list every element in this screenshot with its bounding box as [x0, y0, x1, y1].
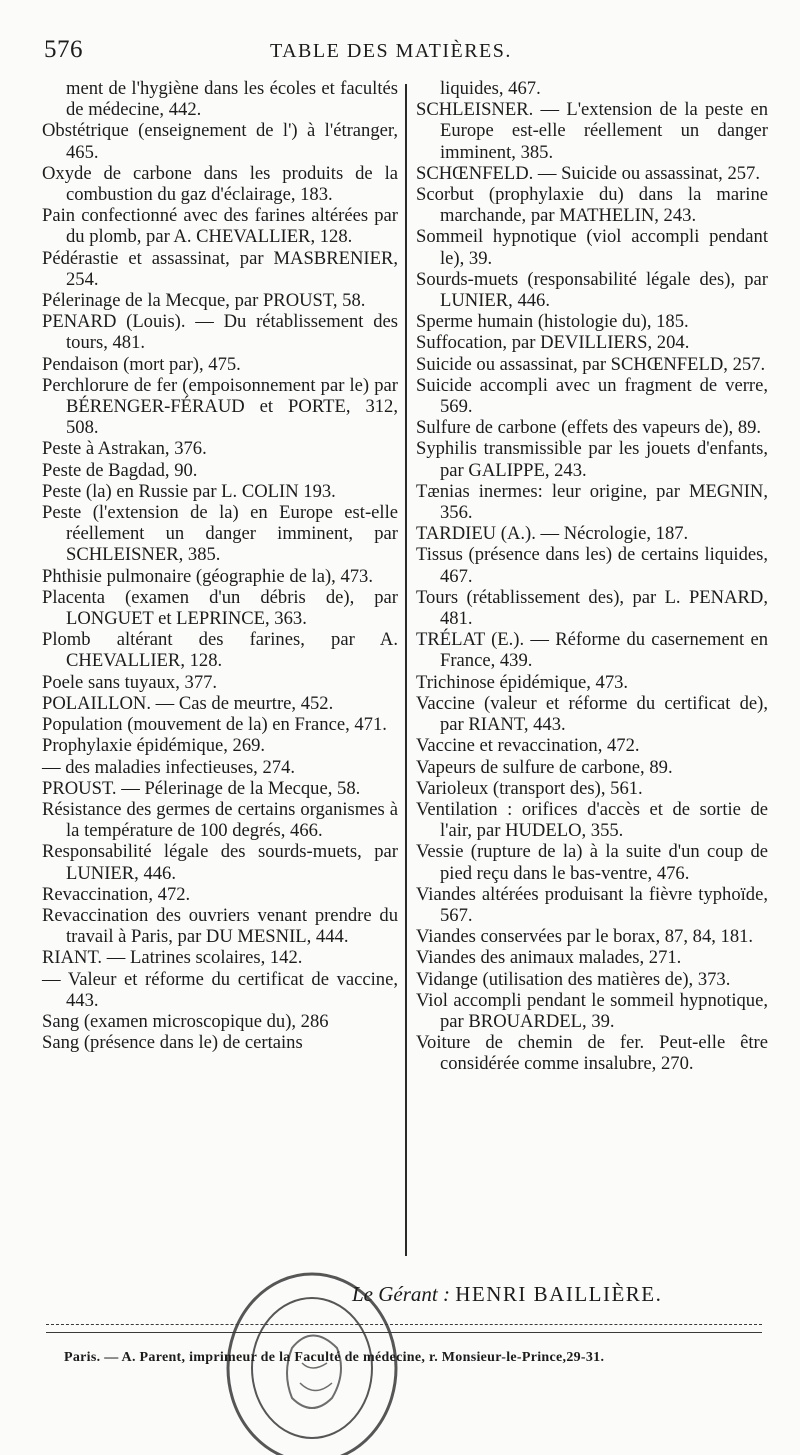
index-entry: Peste (la) en Russie par L. COLIN 193. [42, 480, 336, 502]
index-entry: Sommeil hypnotique (viol accompli pendant le), 39. [416, 226, 768, 269]
index-entry: Ventilation : orifices d'accès et de sortie de l'air, par HUDELO, 355. [416, 798, 768, 842]
index-column-left [42, 78, 398, 1053]
index-entry: Sperme humain (histologie du), 185. [416, 311, 689, 333]
index-entry: Pélerinage de la Mecque, par PROUST, 58. [42, 290, 366, 312]
index-entry: — des maladies infectieuses, 274. [42, 756, 296, 778]
page-title: TABLE DES MATIÈRES. [270, 40, 512, 62]
index-entry: Vidange (utilisation des matières de), 373. [416, 968, 731, 990]
index-entry: Trichinose épidémique, 473. [416, 671, 629, 693]
index-entry: Suicide accompli avec un fragment de verre, 569. [416, 374, 768, 418]
index-entry: TARDIEU (A.). — Nécrologie, 187. [416, 523, 689, 545]
index-entry: Varioleux (transport des), 561. [416, 777, 643, 799]
index-entry: Plomb altérant des farines, par A. CHEVALLIER, 128. [42, 629, 398, 672]
page-number: 576 [44, 36, 83, 63]
index-entry: Obstétrique (enseignement de l') à l'étranger, 465. [42, 120, 398, 163]
index-entry: Prophylaxie épidémique, 269. [42, 735, 266, 757]
index-entry: Peste (l'extension de la) en Europe est-elle réellement un danger imminent, par SCHLEISNER, 385. [42, 502, 398, 566]
index-entry: PROUST. — Pélerinage de la Mecque, 58. [42, 777, 361, 799]
index-entry: SCHLEISNER. — L'extension de la peste en Europe est-elle réellement un danger imminent, 385. [416, 99, 768, 163]
index-entry: Scorbut (prophylaxie du) dans la marine marchande, par MATHELIN, 243. [416, 184, 768, 227]
index-column-right [416, 78, 768, 1075]
index-entry: Revaccination, 472. [42, 883, 191, 905]
gerant-name: HENRI BAILLIÈRE. [455, 1282, 663, 1306]
index-entry: liquides, 467. [440, 78, 541, 99]
index-entry: Viandes conservées par le borax, 87, 84, 181. [416, 926, 754, 948]
index-entry: PENARD (Louis). — Du rétablissement des tours, 481. [42, 311, 398, 354]
index-entry: Pain confectionné avec des farines altérées par du plomb, par A. CHEVALLIER, 128. [42, 205, 398, 248]
footer-rule-dashed [46, 1324, 762, 1325]
index-entry: Placenta (examen d'un débris de), par LONGUET et LEPRINCE, 363. [42, 586, 398, 630]
index-entry: Vapeurs de sulfure de carbone, 89. [416, 756, 673, 778]
index-entry: Vaccine (valeur et réforme du certificat de), par RIANT, 443. [416, 692, 768, 736]
column-divider [405, 84, 407, 1256]
index-entry: Peste à Astrakan, 376. [42, 438, 207, 460]
index-entry: — Valeur et réforme du certificat de vaccine, 443. [42, 968, 398, 1011]
index-entry: Revaccination des ouvriers venant prendre du travail à Paris, par DU MESNIL, 444. [42, 904, 398, 948]
index-entry: SCHŒNFELD. — Suicide ou assassinat, 257. [416, 162, 760, 184]
printer-imprint: Paris. — A. Parent, imprimeur de la Faculté de médecine, r. Monsieur-le-Prince,29-31. [64, 1350, 605, 1365]
index-entry: Viandes des animaux malades, 271. [416, 947, 682, 969]
index-entry: RIANT. — Latrines scolaires, 142. [42, 947, 303, 969]
index-entry: POLAILLON. — Cas de meurtre, 452. [42, 692, 334, 714]
index-entry: Responsabilité légale des sourds-muets, par LUNIER, 446. [42, 841, 398, 884]
index-entry: Perchlorure de fer (empoisonnement par le) par BÉRENGER-FÉRAUD et PORTE, 312, 508. [42, 374, 398, 439]
index-entry: Vessie (rupture de la) à la suite d'un coup de pied reçu dans le bas-ventre, 476. [416, 841, 768, 884]
index-entry: Résistance des germes de certains organismes à la température de 100 degrés, 466. [42, 798, 398, 842]
index-entry: Tissus (présence dans les) de certains liquides, 467. [416, 544, 768, 587]
index-entry: Population (mouvement de la) en France, 471. [42, 714, 387, 736]
index-entry: Pédérastie et assassinat, par MASBRENIER, 254. [42, 247, 398, 290]
gerant-line [352, 1282, 662, 1307]
index-entry: Pendaison (mort par), 475. [42, 353, 241, 375]
index-entry: Tænias inermes: leur origine, par MEGNIN, 356. [416, 480, 768, 524]
footer-rule [46, 1332, 762, 1333]
index-entry: Phthisie pulmonaire (géographie de la), 473. [42, 565, 373, 587]
index-entry: Sourds-muets (responsabilité légale des), par LUNIER, 446. [416, 268, 768, 312]
index-entry: Vaccine et revaccination, 472. [416, 735, 640, 757]
index-entry: Sulfure de carbone (effets des vapeurs de), 89. [416, 417, 762, 439]
index-entry: Sang (examen microscopique du), 286 [42, 1010, 329, 1032]
index-entry: Oxyde de carbone dans les produits de la combustion du gaz d'éclairage, 183. [42, 162, 398, 206]
index-entry: Sang (présence dans le) de certains [42, 1032, 303, 1054]
index-entry: ment de l'hygiène dans les écoles et facultés de médecine, 442. [66, 78, 398, 121]
index-entry: Viol accompli pendant le sommeil hypnotique, par BROUARDEL, 39. [416, 989, 768, 1032]
index-entry: TRÉLAT (E.). — Réforme du casernement en France, 439. [416, 629, 768, 672]
index-entry: Syphilis transmissible par les jouets d'enfants, par GALIPPE, 243. [416, 438, 768, 481]
index-entry: Voiture de chemin de fer. Peut-elle être considérée comme insalubre, 270. [416, 1032, 768, 1075]
gerant-label: Le Gérant : [352, 1282, 450, 1306]
index-entry: Tours (rétablissement des), par L. PENARD, 481. [416, 586, 768, 630]
index-entry: Peste de Bagdad, 90. [42, 459, 198, 481]
index-entry: Suffocation, par DEVILLIERS, 204. [416, 332, 690, 354]
index-entry: Viandes altérées produisant la fièvre typhoïde, 567. [416, 883, 768, 926]
index-entry: Poele sans tuyaux, 377. [42, 671, 218, 693]
index-entry: Suicide ou assassinat, par SCHŒNFELD, 257. [416, 353, 766, 375]
